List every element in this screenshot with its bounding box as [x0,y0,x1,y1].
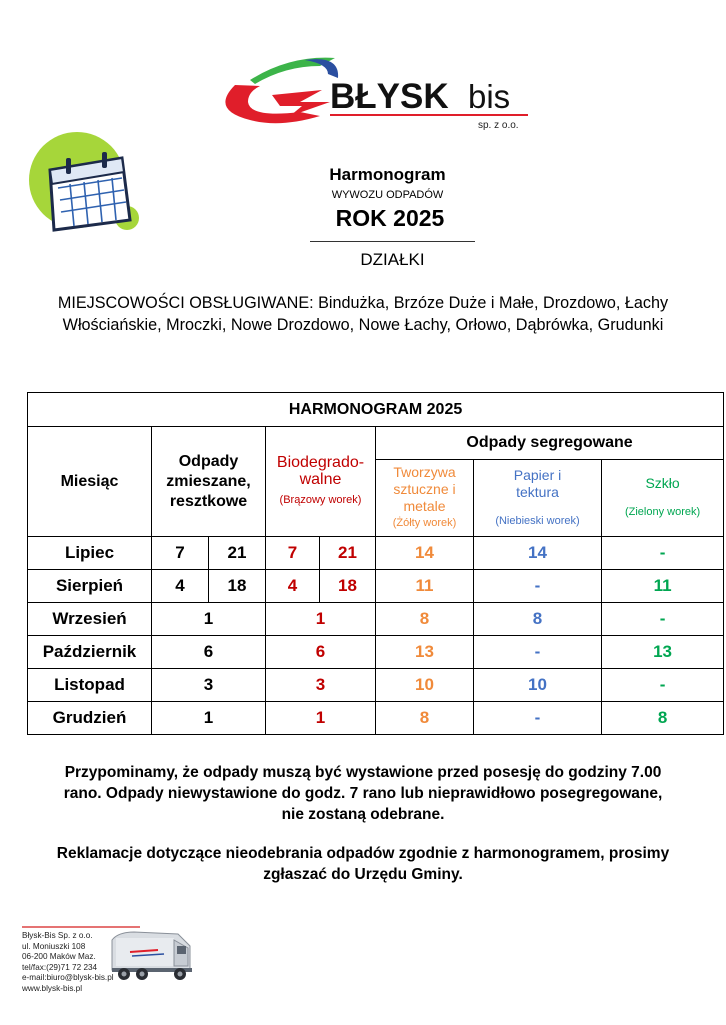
notice-deadline-line-1: Przypominamy, że odpady muszą być wystawione przed posesję do godziny 7.00 [64,764,662,781]
localities-list [0,292,726,336]
schedule-table [27,392,724,735]
paper-date: 10 [474,669,602,702]
header-subtitle: WYWOZU ODPADÓW [331,189,444,201]
col-header-mixed-text: Odpady zmieszane, resztkowe [166,452,251,510]
col-header-plastic-text: Tworzywa sztuczne i metale [393,464,456,514]
logo-red-bolt [272,90,330,116]
plastic-date: 13 [376,636,474,669]
glass-date: - [602,537,724,570]
paper-date: - [474,702,602,735]
footer-street: ul. Moniuszki 108 [22,941,86,951]
table-row [28,537,724,570]
col-header-bio-note: (Brązowy worek) [279,494,362,506]
header-year: ROK 2025 [335,205,445,231]
col-header-plastic-note: (Żółty worek) [392,517,457,529]
mixed-date: 4 [152,570,209,603]
bio-date: 7 [266,537,320,570]
col-header-bio [266,427,376,537]
notice-deadline [0,762,726,825]
logo-legal-text: sp. z o.o. [478,120,519,131]
mixed-date: 1 [152,603,266,636]
col-header-mixed [152,427,266,537]
bio-date: 1 [266,603,376,636]
glass-date: 13 [602,636,724,669]
glass-date: 8 [602,702,724,735]
mixed-date: 3 [152,669,266,702]
table-row [28,669,724,702]
table-row [28,702,724,735]
header-area: DZIAŁKI [360,250,425,269]
plastic-date: 10 [376,669,474,702]
col-header-paper-note: (Niebieski worek) [495,514,580,527]
mixed-date: 6 [152,636,266,669]
paper-date: 8 [474,603,602,636]
glass-date: 11 [602,570,724,603]
notice-complaints-line-2: zgłaszać do Urzędu Gminy. [263,866,463,883]
col-header-plastic [376,460,474,537]
month-cell: Sierpień [28,570,152,603]
col-header-bio-text: Biodegrado-walne [276,454,365,488]
col-header-paper-text: Papier i tektura [513,466,562,500]
blysk-bis-logo [210,50,540,135]
month-cell: Lipiec [28,537,152,570]
col-header-paper [474,460,602,537]
notice-complaints-line-1: Reklamacje dotyczące nieodebrania odpadów zgodnie z harmonogramem, prosimy [56,845,670,862]
paper-date: - [474,570,602,603]
logo-suffix-text: bis [468,78,511,115]
table-row [28,570,724,603]
table-row [28,636,724,669]
paper-date: 14 [474,537,602,570]
notice-deadline-line-3: nie zostaną odebrane. [281,806,445,823]
bio-date: 1 [266,702,376,735]
col-header-glass-note: (Zielony worek) [624,506,701,518]
notice-complaints [0,843,726,885]
footer-city: 06-200 Maków Maz. [22,952,96,961]
header-title: Harmonogram [329,165,446,184]
month-cell: Październik [28,636,152,669]
header-divider [310,241,475,242]
plastic-date: 14 [376,537,474,570]
bio-date: 6 [266,636,376,669]
glass-date: - [602,603,724,636]
footer-company: Błysk-Bis Sp. z o.o. [22,931,93,940]
bio-date: 18 [320,570,376,603]
bio-date: 3 [266,669,376,702]
garbage-truck-image [108,926,200,984]
bio-date: 4 [266,570,320,603]
logo-brand-text: BŁYSK [330,77,449,116]
plastic-date: 11 [376,570,474,603]
table-row [28,603,724,636]
localities-line-2: Włościańskie, Mroczki, Nowe Drozdowo, Nowe Łachy, Orłowo, Dąbrówka, Grudunki [62,316,664,334]
plastic-date: 8 [376,702,474,735]
paper-date: - [474,636,602,669]
mixed-date: 21 [209,537,266,570]
col-header-glass-text: Szkło [645,475,680,491]
mixed-date: 18 [209,570,266,603]
notice-deadline-line-2: rano. Odpady niewystawione do godz. 7 rano lub nieprawidłowo posegregowane, [63,785,663,802]
month-cell: Listopad [28,669,152,702]
footer-email: e-mail:biuro@blysk-bis.pl [22,973,114,982]
glass-date: - [602,669,724,702]
col-header-month: Miesiąc [28,427,152,537]
mixed-date: 7 [152,537,209,570]
month-cell: Wrzesień [28,603,152,636]
mixed-date: 1 [152,702,266,735]
table-title: HARMONOGRAM 2025 [28,393,724,427]
footer-web: www.blysk-bis.pl [22,983,83,993]
calendar-icon [22,130,147,245]
localities-line-1: MIEJSCOWOŚCI OBSŁUGIWANE: Bindużka, Brzóze Duże i Małe, Drozdowo, Łachy [57,294,669,312]
bio-date: 21 [320,537,376,570]
col-header-glass [602,460,724,537]
segregated-header: Odpady segregowane [376,427,724,460]
month-cell: Grudzień [28,702,152,735]
plastic-date: 8 [376,603,474,636]
footer-phone: tel/fax:(29)71 72 234 [22,962,98,972]
